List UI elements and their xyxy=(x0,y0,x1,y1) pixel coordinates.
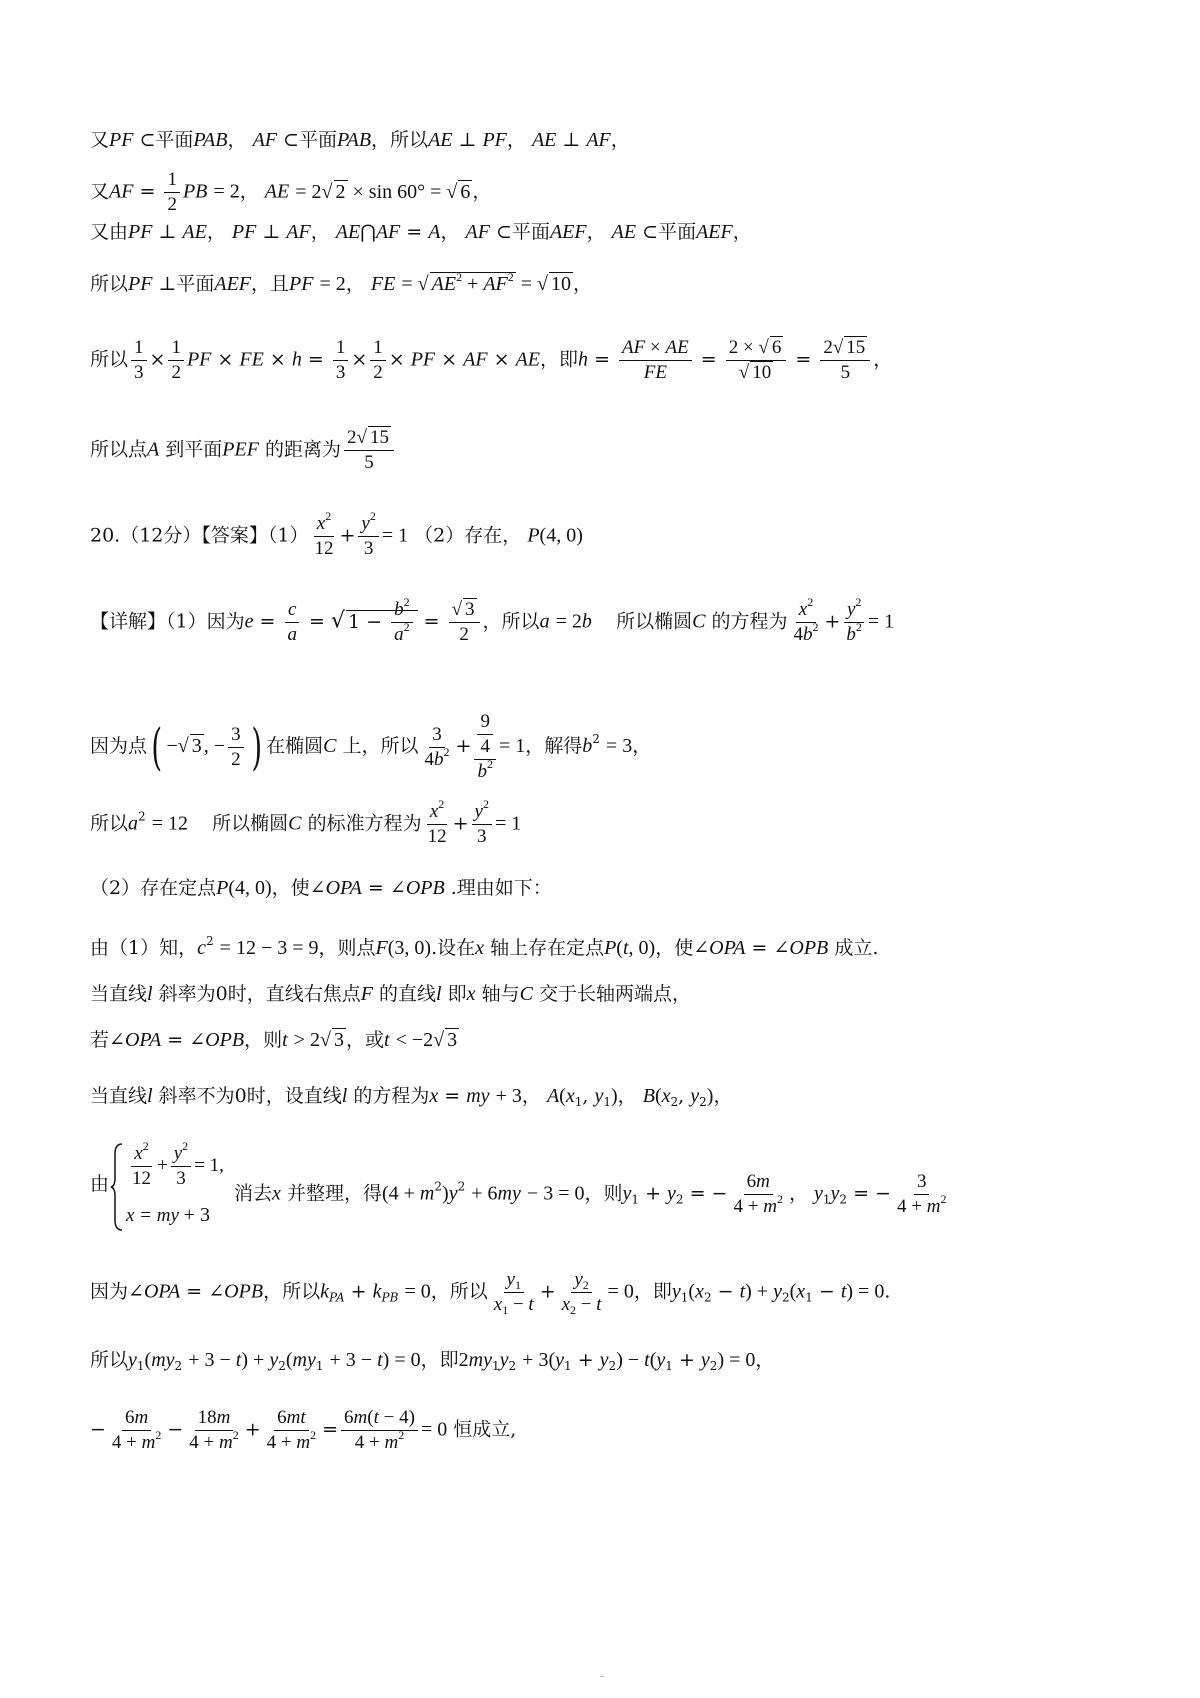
text: ，则点 xyxy=(318,937,376,959)
text: 的直线 xyxy=(378,983,436,1005)
text: ，或 xyxy=(345,1029,384,1051)
text: 到平面 xyxy=(165,438,223,461)
text: .理由如下： xyxy=(450,877,552,899)
text: 恒成立, xyxy=(453,1418,517,1441)
text: 消去 xyxy=(234,1182,273,1205)
text: 20.（12分）【答案】（1） xyxy=(90,524,309,547)
text: ， xyxy=(506,129,526,151)
text: （2）存在定点 xyxy=(90,877,217,899)
detail-line-3: 所以$a^2 = 12$ 所以椭圆C 的标准方程为 $\frac{x^2}{12}$ + $\frac{y^2}{3}$ = 1 xyxy=(90,797,522,847)
part-2-line-2: 由（1）知，$c^2 = 12 - 3 = 9$，则点F(3, 0).设在x 轴上存在定点P(t, 0)，使∠OPA = ∠OPB 成立. xyxy=(90,934,879,959)
text: 因为点 xyxy=(90,735,148,757)
text: 轴与 xyxy=(481,983,520,1005)
text: 交于长轴两端点， xyxy=(538,983,691,1005)
derivation-line: 所以$y_1(my_2 + 3 - t) + y_2(my_1 + 3 - t) = 0$，即$2my_1y_2 + 3(y_1 + y_2) - t(y_1 + y_2) = 0$， xyxy=(90,1349,775,1373)
text: 所以点 xyxy=(90,438,148,461)
text: ， xyxy=(227,129,247,151)
text: .设在 xyxy=(431,937,476,959)
text: ， xyxy=(521,1085,541,1107)
text: ， xyxy=(239,180,259,203)
text: 所以 xyxy=(90,348,129,371)
text: 并整理，得 xyxy=(286,1182,382,1205)
text: 所以椭圆 xyxy=(616,610,693,633)
text: 在椭圆 xyxy=(266,735,324,757)
text: 由（1）知， xyxy=(90,937,198,959)
text: ，所以 xyxy=(430,1280,488,1303)
text: ， xyxy=(732,221,752,243)
text: 当直线 xyxy=(90,1085,148,1107)
text: ⊂平面 xyxy=(496,221,550,243)
text: ⊂平面 xyxy=(139,129,194,151)
text: ， xyxy=(472,180,492,203)
system-equation-1: $\frac{x^2}{12}$ + $\frac{y^2}{3}$ = 1, xyxy=(132,1139,224,1189)
detail-line-2: 因为点( −√ 3 , − $\frac{3}{2}$ ) 在椭圆C 上，所以 $\frac{3}{4b^2}$ + $\frac{\frac{9}{4}}{b^2}$ = 1，解得$b^2 = 3$， xyxy=(90,711,652,782)
text: 又 xyxy=(90,129,110,151)
text: ，即 xyxy=(420,1349,459,1371)
final-line: − $\frac{6m}{4 + m^2}$ − $\frac{18m}{4 + m^2}$ + $\frac{6mt}{4 + m^2}$ = $\frac{6m(t - 4)}{4 + m^2}$ = 0 恒成立, xyxy=(90,1407,517,1453)
text: ⊂平面 xyxy=(642,221,697,243)
proof-line-3: 又由PF ⊥ AE， PF ⊥ AF， AE⋂AF = A， AF ⊂平面AEF， AE ⊂平面AEF， xyxy=(90,221,752,243)
text: ， xyxy=(345,273,365,295)
proof-line-6: 所以点A 到平面PEF 的距离为 $\frac{2√ 15}{5}$ xyxy=(90,426,1140,475)
text: 轴上存在定点 xyxy=(490,937,605,959)
text: ，所以 xyxy=(371,129,429,151)
text: 成立. xyxy=(834,937,879,959)
text: 的方程为 xyxy=(353,1085,430,1107)
text: 即 xyxy=(447,983,467,1005)
part-2-line-1: （2）存在定点P(4, 0)，使∠OPA = ∠OPB .理由如下： xyxy=(90,877,552,899)
proof-line-2: 又AF = $\frac{1}{2}$ PB = 2， AE = 2√ 2 × sin 60° = √ 6 ， xyxy=(90,169,492,215)
text: 所以椭圆 xyxy=(212,812,289,835)
text: ，即 xyxy=(633,1280,672,1303)
text: ，则 xyxy=(584,1182,623,1205)
text: 又由 xyxy=(90,221,129,243)
text: 所以 xyxy=(90,812,129,835)
text: 所以 xyxy=(90,273,129,295)
text: 斜率为0时，直线右焦点 xyxy=(158,983,361,1005)
text: ，且 xyxy=(251,273,290,295)
text: ，使 xyxy=(655,937,694,959)
text: 的标准方程为 xyxy=(307,812,422,835)
text: ， xyxy=(873,348,893,371)
part-2-line-5: 当直线l 斜率不为0时，设直线l 的方程为x = my + 3， $A(x_1$, $y_1$)， $B(x_2$, $y_2$)， xyxy=(90,1085,733,1109)
proof-line-4: 所以PF ⊥平面AEF，且PF = 2， FE = √ $AE^2 + AF^2$ = √ 10 ， xyxy=(90,270,593,295)
text: ，则 xyxy=(244,1029,283,1051)
part-2-line-4: 若∠OPA = ∠OPB，则t > 2√ 3 ，或t < −2√ 3 xyxy=(90,1029,458,1051)
question-20-answer: 20.（12分）【答案】（1） $\frac{x^2}{12}$ + $\frac{y^2}{3}$ = 1 （2）存在， P(4, 0) xyxy=(90,509,583,559)
text: ， xyxy=(610,129,630,151)
proof-line-5: 所以 $\frac{1}{3}$ × $\frac{1}{2}$ PF × FE × h = $\frac{1}{3}$ × $\frac{1}{2}$ × PF × AF × AE，即h = $\frac{AF \times AE}{FE}$ = $\frac{2 \times √ 6}{√ 10}$ = $\frac{2√ 15}{5}$ ， xyxy=(90,337,893,383)
text: 【详解】（1）因为 xyxy=(90,610,245,633)
text: 又 xyxy=(90,180,110,203)
text: ， xyxy=(440,221,460,243)
text: 斜率不为0时，设直线 xyxy=(158,1085,342,1107)
detail-line-1: 【详解】（1）因为e = $\frac{c}{a}$ = √ 1 − $\frac{b^2}{a^2}$ = $\frac{√ 3}{2}$ ，所以a = 2b 所以椭圆C 的方程为 $\frac{x^2}{4b^2}$ + $\frac{y^2}{b^2}$ = 1 xyxy=(90,595,895,645)
text: ， xyxy=(310,221,330,243)
text: ，即 xyxy=(540,348,579,371)
text: ，所以 xyxy=(263,1280,321,1303)
part-2-line-3: 当直线l 斜率为0时，直线右焦点F 的直线l 即x 轴与C 交于长轴两端点， xyxy=(90,983,691,1005)
text: 由 xyxy=(90,1173,110,1195)
text: （2）存在， xyxy=(414,524,522,547)
text: ， xyxy=(206,221,226,243)
brace-icon xyxy=(110,1142,124,1232)
footer-mark xyxy=(600,1676,604,1677)
text: ⊂平面 xyxy=(283,129,337,151)
text: 当直线 xyxy=(90,983,148,1005)
text: 若 xyxy=(90,1029,110,1051)
proof-line-1: 又PF ⊂平面PAB， AF ⊂平面PAB，所以AE ⊥ PF， AE ⊥ AF， xyxy=(90,129,630,151)
text: ，所以 xyxy=(482,610,540,633)
text: ， xyxy=(788,1182,808,1205)
text: ， xyxy=(632,735,652,757)
text: ， xyxy=(573,273,593,295)
text: ⊥平面 xyxy=(158,273,215,295)
text: ， xyxy=(617,1085,637,1107)
system-result: 消去x 并整理，得$(4 + m^2)y^2 + 6my - 3 = 0$，则$y_1 + y_2$ = − $\frac{6m}{4 + m^2}$ ， $y_1y_2$ = − $\frac{3}{4 + m^2}$ xyxy=(234,1171,947,1217)
system-equation-2: x = my + 3 xyxy=(126,1204,210,1226)
text: ， xyxy=(713,1085,733,1107)
text: ， xyxy=(586,221,606,243)
text: 上，所以 xyxy=(342,735,419,757)
text: 的方程为 xyxy=(711,610,788,633)
text: 的距离为 xyxy=(265,438,342,461)
text: ， xyxy=(755,1349,775,1371)
text: 所以 xyxy=(90,1349,129,1371)
text: ，使 xyxy=(271,877,310,899)
text: 因为 xyxy=(90,1280,129,1303)
text: . xyxy=(884,1280,891,1303)
slope-line: 因为∠OPA = ∠OPB，所以$k_{PA} + k_{PB} = 0$，所以 $\frac{y_1}{x_1 - t}$ + $\frac{y_2}{x_2 - t}$ = 0，即$y_1(x_2 - t) + y_2(x_1 - t) = 0$. xyxy=(90,1269,891,1317)
text: ，解得 xyxy=(525,735,583,757)
